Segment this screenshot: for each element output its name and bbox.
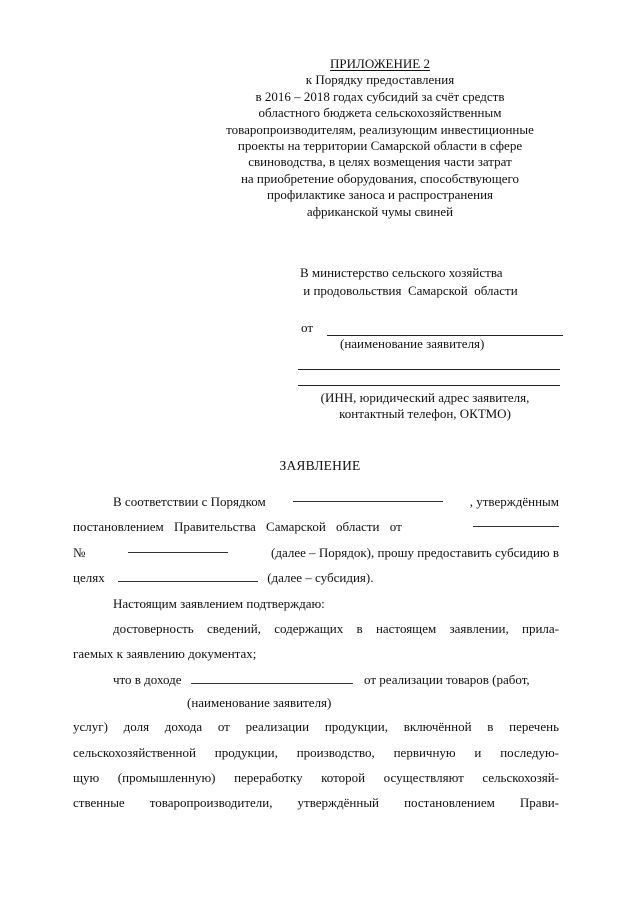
- addressee-line: В министерство сельского хозяйства: [300, 265, 503, 280]
- paragraph-4-line-5: ственные товаропроизводители, утверждённый постановлением Прави-: [73, 795, 559, 811]
- order-blank[interactable]: [293, 489, 443, 502]
- applicant-income-blank[interactable]: [191, 671, 353, 684]
- annex-line: профилактике заноса и распространения: [266, 187, 494, 203]
- addressee-line: и продовольствия Самарской области: [300, 283, 518, 298]
- statement-body: [73, 489, 559, 816]
- paragraph-3-line-2: гаемых к заявлению документах;: [73, 646, 257, 662]
- annex-line: товаропроизводителям, реализующим инвестиционные: [226, 121, 534, 137]
- annex-line: на приобретение оборудования, способствующего: [240, 170, 520, 186]
- from-label: от: [301, 320, 314, 335]
- details-caption-line: (ИНН, юридический адрес заявителя,: [320, 390, 530, 405]
- details-blank-2[interactable]: [298, 385, 560, 386]
- paragraph-1-line-3: [73, 540, 559, 565]
- paragraph-1-line-1: [73, 489, 559, 514]
- paragraph-4-line-2: услуг) доля дохода от реализации продукции, включённой в перечень: [73, 719, 559, 735]
- paragraph-2: Настоящим заявлением подтверждаю:: [113, 595, 325, 611]
- annex-line: проекты на территории Самарской области в сфере: [237, 138, 523, 154]
- text: (далее – Порядок), прошу предоставить субсидию в: [271, 544, 559, 560]
- paragraph-4-line-1: [73, 667, 559, 692]
- applicant-caption: (наименование заявителя): [340, 336, 485, 351]
- text: от реализации товаров (работ,: [364, 671, 530, 687]
- text: постановлением Правительства Самарской области от: [73, 519, 402, 535]
- text: что в доходе: [113, 671, 182, 687]
- annex-line: в 2016 – 2018 годах субсидий за счёт средств: [255, 88, 505, 104]
- annex-line: свиноводства, в целях возмещения части затрат: [248, 154, 512, 170]
- annex-block: [190, 56, 570, 220]
- annex-line: к Порядку предоставления: [305, 72, 455, 88]
- paragraph-4-line-3: сельскохозяйственной продукции, производство, первичную и последую-: [73, 744, 559, 760]
- details-caption-line: контактный телефон, ОКТМО): [339, 406, 511, 422]
- annex-line: африканской чумы свиней: [306, 203, 454, 219]
- decree-number-blank[interactable]: [128, 540, 228, 553]
- applicant-name-blank[interactable]: [327, 323, 563, 336]
- text: , утверждённым: [469, 494, 559, 509]
- paragraph-1-line-4: [73, 565, 559, 590]
- text: В соответствии с Порядком: [113, 494, 266, 509]
- statement-heading: ЗАЯВЛЕНИЕ: [279, 458, 361, 473]
- paragraph-4-line-4: щую (промышленную) переработку которой осуществляют сельскохозяй-: [73, 769, 559, 785]
- purpose-blank[interactable]: [118, 569, 258, 582]
- text: целях: [73, 570, 105, 586]
- text: (далее – субсидия).: [267, 570, 374, 586]
- details-blank-1[interactable]: [298, 369, 560, 370]
- text: №: [73, 544, 86, 560]
- annex-line: областного бюджета сельскохозяйственным: [258, 105, 502, 121]
- decree-date-blank[interactable]: [473, 514, 559, 527]
- annex-title: ПРИЛОЖЕНИЕ 2: [330, 56, 430, 71]
- details-caption: [290, 390, 560, 423]
- income-blank-caption: (наименование заявителя): [187, 695, 332, 711]
- from-row: [301, 320, 563, 336]
- paragraph-3-line-1: достоверность сведений, содержащих в настоящем заявлении, прила-: [113, 620, 559, 636]
- paragraph-1-line-2: [73, 514, 559, 539]
- addressee-block: [300, 264, 570, 300]
